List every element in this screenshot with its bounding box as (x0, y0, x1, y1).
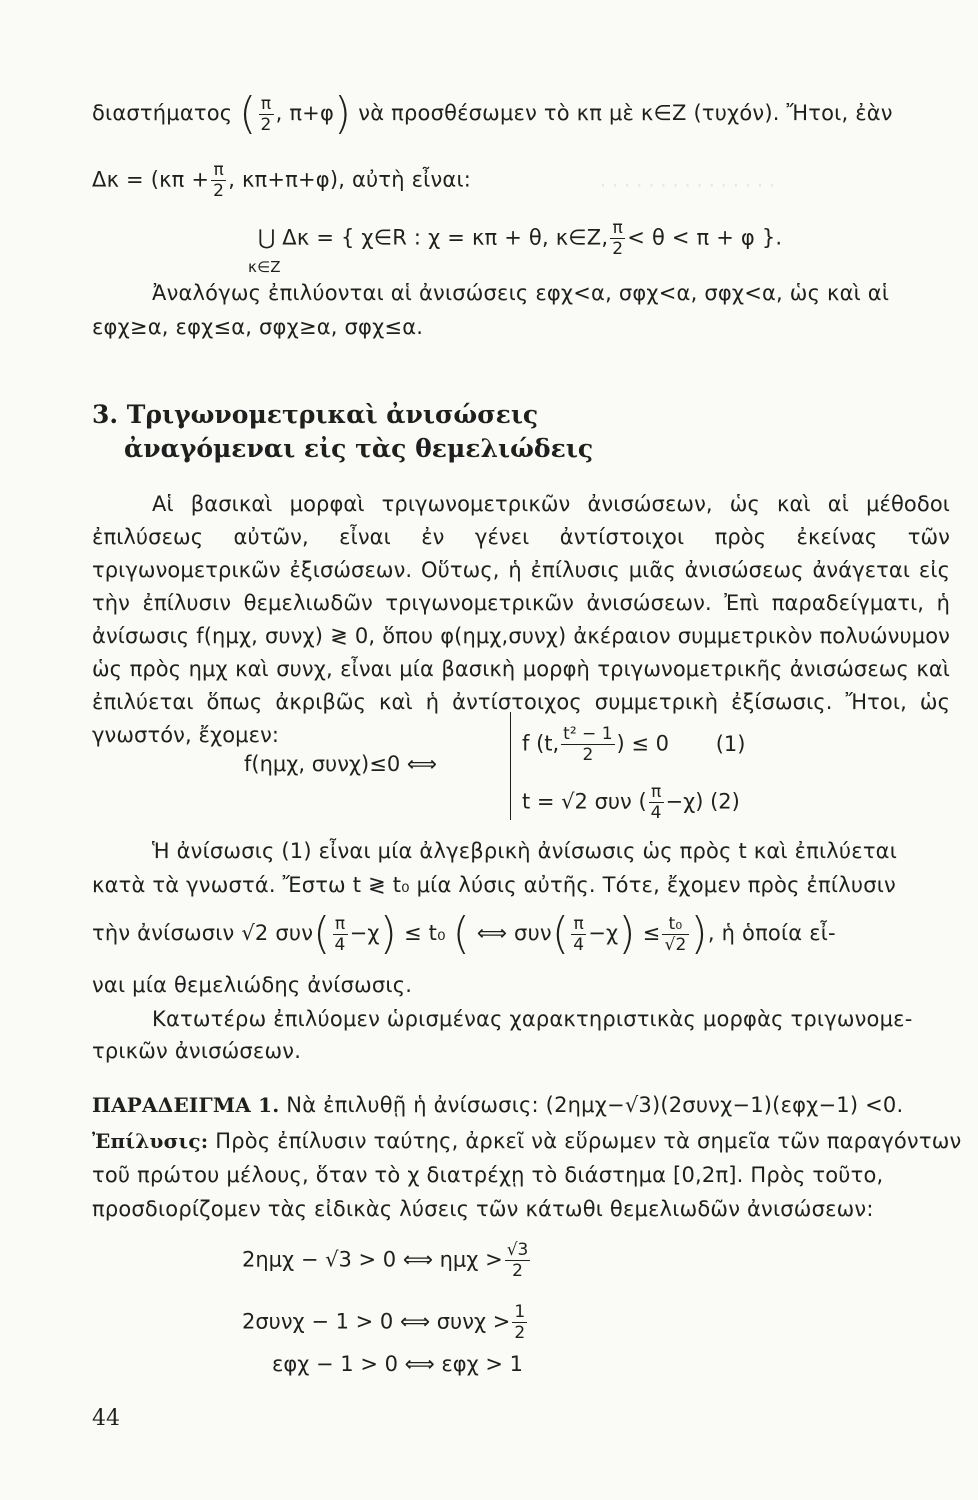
ineq2-lhs: 2συνχ − 1 > 0 ⟺ συνχ > (242, 1309, 511, 1334)
frac-den: 2 (260, 114, 272, 135)
eq1-post: ) ≤ 0 (616, 731, 670, 756)
ineq1-fraction (505, 1240, 531, 1281)
union-subscript: κ∈Z (248, 258, 281, 276)
union-expression (258, 218, 782, 259)
eq2-fraction (649, 782, 664, 823)
line3-fraction-3 (662, 914, 688, 955)
delta-rest: , κπ+π+φ), αὐτὴ εἶναι: (228, 167, 472, 192)
frac-den: 2 (213, 181, 225, 201)
paren-open: ( (313, 908, 331, 959)
union-text: ⋃ Δκ = { χ∈R : χ = κπ + θ, κ∈Z, (258, 225, 609, 250)
frac-num: π (333, 914, 348, 935)
frac-num: π (211, 160, 226, 181)
inequality-3: εφχ − 1 > 0 ⟺ εφχ > 1 (272, 1352, 524, 1376)
paren-open: ( (239, 88, 257, 139)
analogous-line-2: εφχ≥α, εφχ≤α, σφχ≥α, σφχ≤α. (92, 315, 424, 339)
paren-open: ( (452, 908, 470, 959)
example-statement: Νὰ ἐπιλυθῇ ἡ ἀνίσωσις: (2ημχ−√3)(2συνχ−1)(εφχ−1) <0. (286, 1093, 904, 1117)
paren-close: ) (618, 908, 636, 959)
after-line-2: κατὰ τὰ γνωστά. Ἔστω t ≷ t₀ μία λύσις αὐτῆς. Τότε, ἔχομεν πρὸς ἐπίλυσιν (92, 873, 896, 897)
frac-den: 2 (514, 1323, 526, 1343)
example-statement-line (92, 1090, 903, 1120)
frac-den: 4 (334, 934, 346, 955)
page-number: 44 (92, 1406, 120, 1431)
frac-num: π (571, 914, 586, 935)
delta-fraction (211, 160, 226, 201)
paren-close: ) (379, 908, 398, 959)
after-line-1: Ἡ ἀνίσωσις (1) εἶναι μία ἀλγεβρικὴ ἀνίσωσις ὡς πρὸς t καὶ ἐπιλύεται (152, 839, 898, 863)
solution-label: Ἐπίλυσις: (92, 1129, 209, 1153)
line3-mid-2: −χ (588, 921, 619, 945)
line3-rel: ≤ t₀ (403, 921, 446, 945)
frac-den: 4 (573, 934, 585, 955)
frac-den: 2 (582, 745, 594, 765)
eq1-pre: f (t, (522, 731, 560, 756)
frac-den: 4 (650, 803, 662, 823)
system-eq-1 (522, 724, 745, 765)
after-line-3 (92, 908, 836, 959)
frac-den: 2 (612, 239, 624, 259)
paren-open: ( (551, 908, 570, 959)
system-brace (510, 712, 511, 820)
system-eq-2 (522, 782, 740, 823)
frac-num: π (610, 218, 625, 239)
section-title-line-2: ἀναγόμεναι εἰς τὰς θεμελιώδεις (124, 434, 594, 463)
paren-close: ) (334, 88, 352, 139)
intro-line-1 (92, 88, 893, 139)
frac-num: π (649, 782, 664, 803)
eq1-fraction (561, 724, 614, 765)
solution-line-1 (92, 1126, 961, 1156)
example-label: ΠΑΡΑΔΕΙΓΜΑ 1. (92, 1093, 280, 1117)
line3-fraction (333, 914, 348, 955)
line3-rel-2: ≤ (642, 921, 661, 945)
ineq2-fraction (512, 1302, 527, 1343)
union-fraction (610, 218, 625, 259)
line3-pre: τὴν ἀνίσωσιν √2 συν (92, 921, 314, 945)
inequality-1 (242, 1240, 532, 1281)
line3-post: , ἡ ὁποία εἶ- (707, 921, 836, 945)
after-line-4: ναι μία θεμελιώδης ἀνίσωσις. (92, 973, 413, 997)
frac-num: t₀ (662, 914, 688, 935)
paren-close: ) (690, 908, 708, 959)
line3-mid: −χ (349, 921, 380, 945)
frac-num: 1 (514, 1302, 526, 1322)
delta-definition (92, 160, 471, 201)
eq2-label: (2) (710, 789, 740, 814)
frac-num: t² − 1 (563, 724, 613, 744)
section-title-line-1: 3. Τριγωνομετρικαὶ ἀνισώσεις (92, 400, 539, 429)
frac-den: 2 (512, 1261, 523, 1281)
frac-num: π (259, 94, 274, 115)
union-tail: < θ < π + φ }. (627, 225, 783, 250)
line3-equiv: ⟺ συν (476, 921, 552, 945)
section-paragraph: Αἱ βασικαὶ μορφαὶ τριγωνομετρικῶν ἀνισώσεων, ὡς καὶ αἱ μέθοδοι ἐπιλύσεως αὐτῶν, εἶναι ἐν γένει ἀντίστοιχοι πρὸς ἐκείνας τῶν τριγωνομετρικῶν ἐξισώσεων. Οὕτως, ἡ ἐπίλυσις μιᾶς ἀνισώσεως ἀνάγεται εἰς τὴν ἐπίλυσιν θεμελιωδῶν τριγωνομετρικῶν ἀνισώσεων. Ἐπὶ παραδείγματι, ἡ ἀνίσωσις f(ημχ, συνχ) ≷ 0, ὅπου φ(ημχ,συνχ) ἀκέραιον συμμετρικὸν πολυώνυμον ὡς πρὸς ημχ καὶ συνχ, εἶναι μία βασικὴ μορφὴ τριγωνομετρικῆς ἀνισώσεως καὶ ἐπιλύεται ὅπως ἀκριβῶς καὶ ἡ ἀντίστοιχος συμμετρικὴ ἐξίσωσις. Ἤτοι, ὡς γνωστόν, ἔχομεν: (92, 492, 950, 747)
after-line-5: Κατωτέρω ἐπιλύομεν ὡρισμένας χαρακτηριστικὰς μορφὰς τριγωνομε- (152, 1007, 913, 1031)
inequality-2 (242, 1302, 529, 1343)
eq1-label: (1) (715, 731, 746, 756)
interval-right: , π+φ (275, 101, 335, 125)
solution-line-3: προσδιορίζομεν τὰς εἰδικὰς λύσεις τῶν κάτωθι θεμελιωδῶν ἀνισώσεων: (92, 1197, 874, 1221)
solution-text-1: Πρὸς ἐπίλυσιν ταύτης, ἀρκεῖ νὰ εὕρωμεν τὰ σημεῖα τῶν παραγόντων (215, 1129, 962, 1153)
ineq1-lhs: 2ημχ − √3 > 0 ⟺ ημχ > (242, 1247, 503, 1272)
frac-num: √3 (506, 1240, 529, 1260)
after-line-6: τρικῶν ἀνισώσεων. (92, 1039, 302, 1063)
bleed-through: · · · · · · · · · · · · · · · (600, 175, 776, 197)
system-lhs: f(ημχ, συνχ)≤0 ⟺ (244, 752, 437, 776)
eq2-post: −χ) (665, 789, 704, 814)
intro-text: διαστήματος (92, 101, 233, 125)
frac-den: √2 (664, 934, 687, 955)
intro-rest: νὰ προσθέσωμεν τὸ κπ μὲ κ∈Z (τυχόν). Ἤτοι, ἐὰν (358, 101, 893, 125)
solution-line-2: τοῦ πρώτου μέλους, ὅταν τὸ χ διατρέχῃ τὸ διάστημα [0,2π]. Πρὸς τοῦτο, (92, 1163, 884, 1187)
line3-fraction-2 (571, 914, 586, 955)
delta-lhs: Δκ = (κπ + (92, 167, 210, 192)
analogous-line-1: Ἀναλόγως ἐπιλύονται αἱ ἀνισώσεις εφχ<α, σφχ<α, σφχ<α, ὡς καὶ αἱ (152, 281, 890, 305)
interval-fraction (259, 94, 274, 135)
eq2-pre: t = √2 συν ( (522, 789, 647, 814)
